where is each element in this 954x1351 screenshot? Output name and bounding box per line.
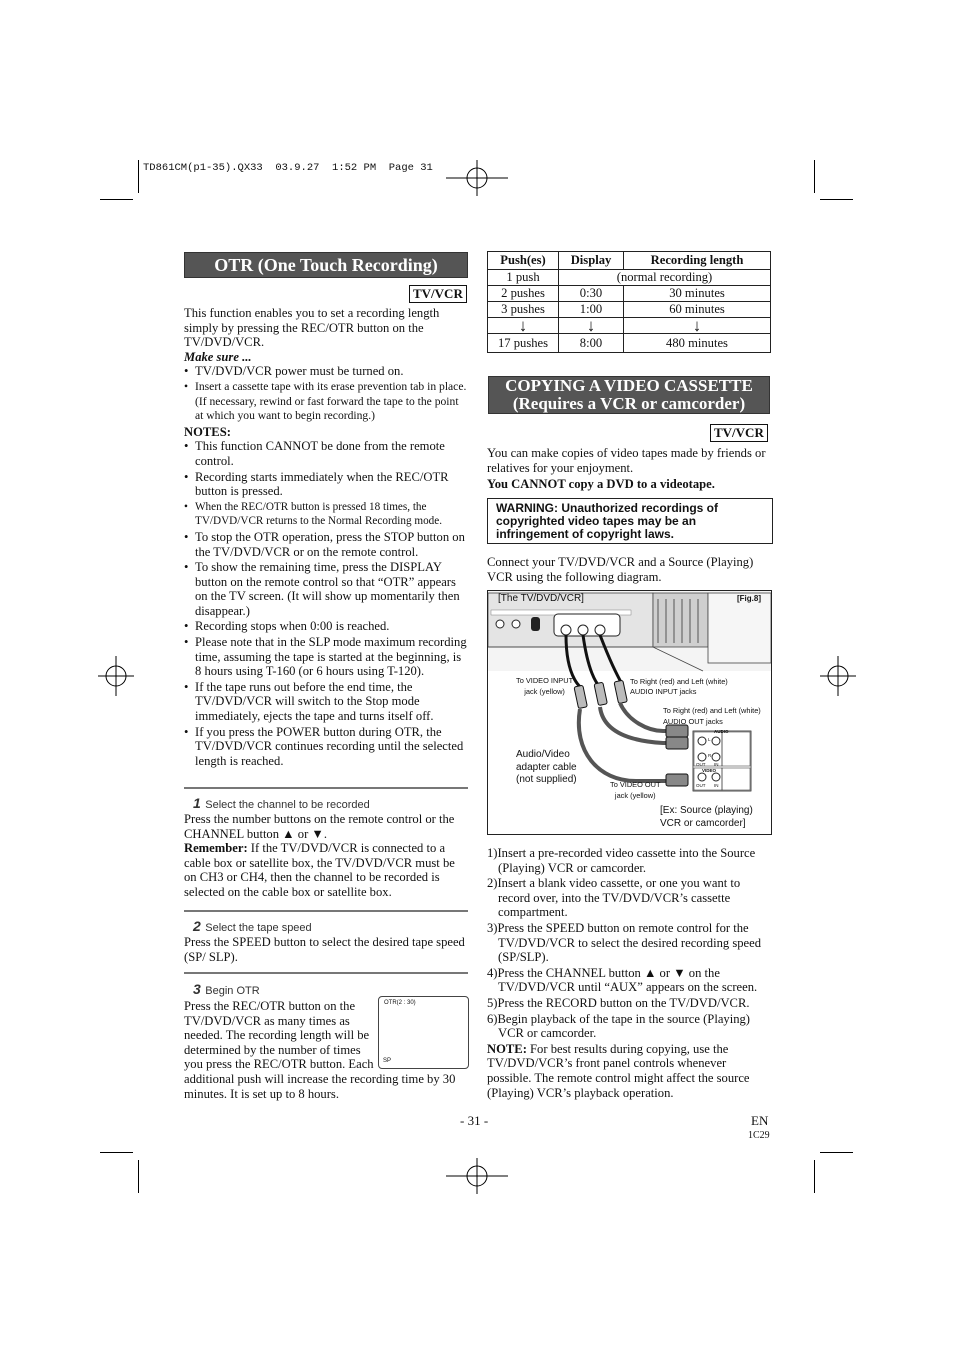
crop-mark xyxy=(138,160,139,193)
table-cell: 0:30 xyxy=(559,286,624,302)
table-cell: 1:00 xyxy=(559,302,624,318)
table-cell: 1 push xyxy=(488,270,559,286)
column-header: Push(es) xyxy=(488,252,559,270)
figure-number: [Fig.8] xyxy=(737,594,761,603)
label-line: To VIDEO INPUT xyxy=(516,676,574,685)
note-text xyxy=(487,1042,771,1100)
list-item: • If the tape runs out before the end time, the TV/DVD/VCR will switch to the Stop mode immediately, ejects the tape and turns itself off. xyxy=(184,680,468,724)
panel-out-label: OUT xyxy=(696,783,706,788)
label-line: (not supplied) xyxy=(516,774,577,785)
step-divider xyxy=(184,787,468,789)
notes-label: NOTES: xyxy=(184,424,231,439)
crop-mark xyxy=(814,160,815,193)
note-body: For best results during copying, use the TV/DVD/VCR’s front panel controls whenever possible. The remote control might affect the source (Playing) VCR’s playback operation. xyxy=(487,1041,750,1100)
slug-line: TD861CM(p1-35).QX33 03.9.27 1:52 PM Page 31 xyxy=(143,162,433,174)
label-line: AUDIO INPUT jacks xyxy=(630,687,697,696)
table-row xyxy=(488,318,771,334)
registration-mark-icon xyxy=(820,656,856,696)
remember-label: Remember: xyxy=(184,841,248,856)
section-title xyxy=(488,376,770,414)
connect-text: Connect your TV/DVD/VCR and a Source (Playing) VCR using the following diagram. xyxy=(487,555,754,584)
panel-in-label: IN xyxy=(714,762,719,767)
steps-list xyxy=(487,846,771,1041)
label-source xyxy=(660,805,753,830)
table-cell: 30 minutes xyxy=(624,286,771,302)
list-item: 3)Press the SPEED button on remote control for the TV/DVD/VCR to select the desired recording speed (SP/SLP). xyxy=(487,920,761,965)
step-divider xyxy=(184,910,468,912)
page-number: - 31 - xyxy=(460,1113,489,1128)
step-number: 3 xyxy=(193,981,201,997)
label-line: [Ex: Source (playing) xyxy=(660,805,753,816)
list-item: 4)Press the CHANNEL button ▲ or ▼ on the TV/DVD/VCR until “AUX” appears on the screen. xyxy=(487,965,758,995)
language-label: EN xyxy=(751,1113,769,1128)
label-video-out xyxy=(610,779,661,801)
label-audio-input xyxy=(630,677,728,697)
crop-mark xyxy=(100,1152,133,1153)
arrow-down-icon: ↓ xyxy=(624,318,771,334)
step-2-body: Press the SPEED button to select the desired tape speed (SP/ SLP). xyxy=(184,935,465,964)
step-title: Begin OTR xyxy=(205,985,260,997)
table-cell: 60 minutes xyxy=(624,302,771,318)
registration-mark-icon xyxy=(98,656,134,696)
step-divider xyxy=(184,972,468,974)
table-row xyxy=(488,270,771,286)
label-line: jack (yellow) xyxy=(524,687,565,696)
crop-mark xyxy=(100,199,133,200)
table-row xyxy=(488,302,771,318)
notes-list xyxy=(184,439,468,768)
panel-audio-label: AUDIO xyxy=(714,729,729,734)
table-row xyxy=(488,334,771,353)
label-line: VCR or camcorder] xyxy=(660,817,746,829)
registration-mark-icon xyxy=(446,160,508,196)
step-title: Select the channel to be recorded xyxy=(205,799,370,811)
label-cable xyxy=(516,749,577,787)
connection-diagram xyxy=(487,590,772,835)
list-item: • This function CANNOT be done from the remote control. xyxy=(184,439,468,468)
column-header: Display xyxy=(559,252,624,270)
list-item: • Please note that in the SLP mode maximum recording time, assuming the tape is started at the beginning, is 8 hours using T-160 (or 6 hours using T-120). xyxy=(184,635,468,679)
list-item: • To stop the OTR operation, press the STOP button on the TV/DVD/VCR or on the remote control. xyxy=(184,530,468,559)
list-item: • To show the remaining time, press the DISPLAY button on the remote control so that “OTR” appears on the TV screen. (It will show up momentarily then disappear.) xyxy=(184,560,468,618)
label-line: Audio/Video xyxy=(516,749,570,760)
warning-box: WARNING: Unauthorized recordings of copyrighted video tapes may be an infringement of copyright laws. xyxy=(487,498,773,544)
left-column-body xyxy=(184,306,468,769)
diagram-title: [The TV/DVD/VCR] xyxy=(498,593,584,604)
mode-badge: TV/VCR xyxy=(409,285,467,303)
table-cell: 8:00 xyxy=(559,334,624,353)
panel-r-label: R xyxy=(708,753,712,758)
table-row xyxy=(488,286,771,302)
panel-l-label: L xyxy=(708,737,711,742)
step-line: you press the REC/OTR button. Each xyxy=(184,1057,374,1072)
crop-mark xyxy=(814,1160,815,1193)
note-label: NOTE: xyxy=(487,1041,527,1056)
step-3-heading xyxy=(193,981,260,999)
label-audio-out xyxy=(663,705,761,727)
remember-body: If the TV/DVD/VCR is connected to a cable box or satellite box, the TV/DVD/VCR must be on CH3 or CH4, then the channel to be recorded is selected on the cable box or satellite box. xyxy=(184,841,455,899)
label-line: jack (yellow) xyxy=(614,791,656,800)
panel-out-label: OUT xyxy=(696,762,706,767)
mode-badge: TV/VCR xyxy=(710,424,768,442)
step-text: additional push will increase the recording time by 30 minutes. It is set up to 8 hours. xyxy=(184,1071,456,1101)
list-item: 2)Insert a blank video cassette, or one you want to record over, into the TV/DVD/VCR’s cassette compartment. xyxy=(487,876,741,920)
document-code: 1C29 xyxy=(748,1130,770,1141)
section-title-line: (Requires a VCR or camcorder) xyxy=(512,394,746,413)
step-line: TV/DVD/VCR as many times as xyxy=(184,1013,350,1028)
table-cell: (normal recording) xyxy=(559,270,771,286)
list-item: • Recording stops when 0:00 is reached. xyxy=(184,619,468,634)
recording-length-table xyxy=(487,251,771,353)
step-line: determined by the number of times xyxy=(184,1042,361,1057)
label-line: adapter cable xyxy=(516,761,577,773)
step-2-heading xyxy=(193,918,312,936)
label-line: To Right (red) and Left (white) xyxy=(630,677,728,686)
step-1-body xyxy=(184,812,468,900)
make-sure-list xyxy=(184,364,468,423)
crop-mark xyxy=(820,1152,853,1153)
remember-text xyxy=(184,841,468,899)
panel-video-label: VIDEO xyxy=(702,768,717,773)
label-line: To VIDEO OUT xyxy=(610,780,661,789)
intro-text: You can make copies of video tapes made by friends or relatives for your enjoyment. xyxy=(487,446,766,475)
make-sure-label: Make sure ... xyxy=(184,349,252,364)
crop-mark xyxy=(138,1160,139,1193)
list-item: 5)Press the RECORD button on the TV/DVD/VCR. xyxy=(487,995,750,1010)
list-item: 6)Begin playback of the tape in the source (Playing) VCR or camcorder. xyxy=(487,1011,750,1041)
table-cell: 2 pushes xyxy=(488,286,559,302)
list-item: • If you press the POWER button during OTR, the TV/DVD/VCR continues recording until the selected length is reached. xyxy=(184,725,468,769)
label-line: AUDIO OUT jacks xyxy=(663,717,723,726)
step-title: Select the tape speed xyxy=(205,922,312,934)
table-header-row xyxy=(488,252,771,270)
step-line: needed. The recording length will be xyxy=(184,1028,370,1043)
list-item: • Recording starts immediately when the REC/OTR button is pressed. xyxy=(184,470,468,499)
copy-intro xyxy=(487,446,771,492)
table-cell: 17 pushes xyxy=(488,334,559,353)
list-item: • When the REC/OTR button is pressed 18 times, the TV/DVD/VCR returns to the Normal Recording mode. xyxy=(184,500,468,529)
intro-text: This function enables you to set a recording length simply by pressing the REC/OTR button on the TV/DVD/VCR. xyxy=(184,306,440,350)
cannot-text: You CANNOT copy a DVD to a videotape. xyxy=(487,477,715,492)
step-number: 2 xyxy=(193,918,201,934)
step-line: Press the REC/OTR button on the xyxy=(184,999,356,1013)
tv-screen-illustration xyxy=(378,996,469,1069)
label-video-input xyxy=(516,675,573,697)
screen-speed-text: SP xyxy=(383,1058,392,1064)
list-item: 1)Insert a pre-recorded video cassette into the Source (Playing) VCR or camcorder. xyxy=(487,846,756,875)
label-line: To Right (red) and Left (white) xyxy=(663,706,761,715)
panel-in-label: IN xyxy=(714,783,719,788)
section-title-line: COPYING A VIDEO CASSETTE xyxy=(505,376,753,395)
copy-steps xyxy=(487,846,771,1100)
section-title: OTR (One Touch Recording) xyxy=(184,252,468,278)
list-item: • Insert a cassette tape with its erase prevention tab in place. (If necessary, rewind or fast forward the tape to the point at which you want to begin recording.) xyxy=(184,380,468,424)
column-header: Recording length xyxy=(624,252,771,270)
step-text: Press the number buttons on the remote control or the CHANNEL button ▲ or ▼. xyxy=(184,812,455,841)
arrow-down-icon: ↓ xyxy=(488,318,559,334)
arrow-down-icon: ↓ xyxy=(559,318,624,334)
step-1-heading xyxy=(193,795,370,813)
table-cell: 480 minutes xyxy=(624,334,771,353)
table-cell: 3 pushes xyxy=(488,302,559,318)
registration-mark-icon xyxy=(446,1158,508,1194)
step-number: 1 xyxy=(193,795,201,811)
crop-mark xyxy=(820,199,853,200)
list-item: • TV/DVD/VCR power must be turned on. xyxy=(184,364,468,379)
screen-otr-text: OTR(2 : 30) xyxy=(384,1000,416,1006)
